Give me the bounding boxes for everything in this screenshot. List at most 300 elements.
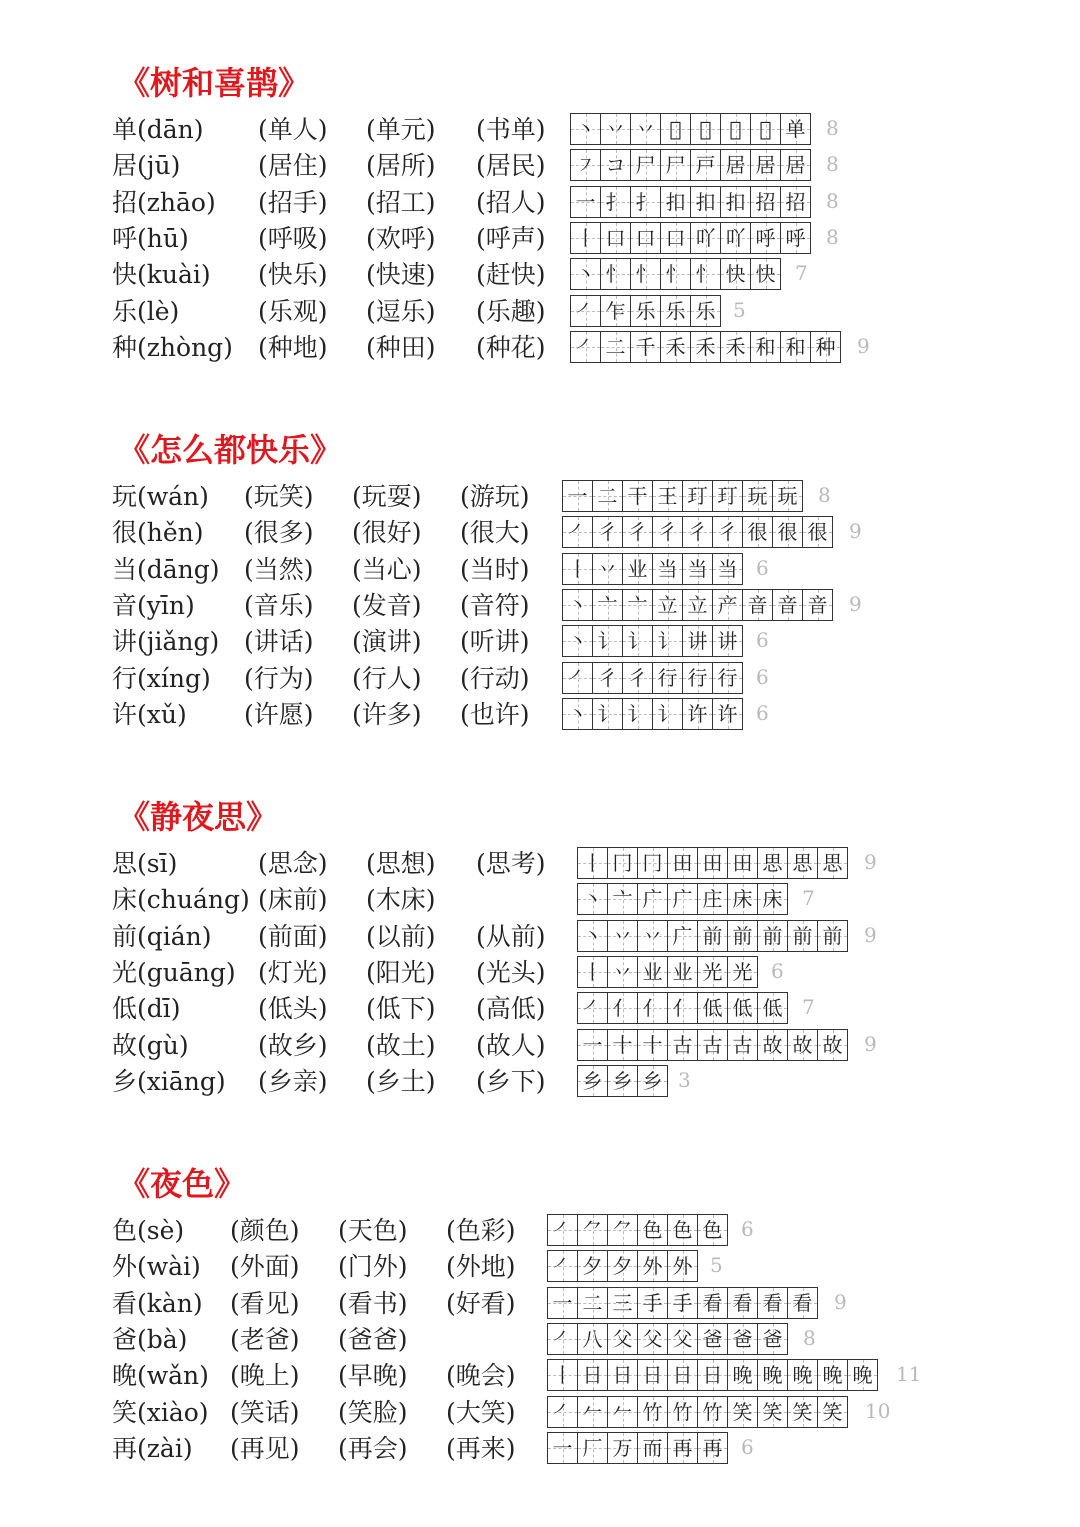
stroke-box [631,259,661,289]
character-pinyin: 种(zhòng) [112,332,233,362]
stroke-step: 丶 [575,117,596,141]
stroke-step: 二 [605,334,626,359]
stroke-step: 忄 [635,262,656,287]
character-pinyin: 招(zhāo) [112,187,216,217]
stroke-box [691,223,721,253]
stroke-step: 外 [672,1254,693,1279]
stroke-box [683,590,713,620]
stroke-step: 田 [702,851,723,875]
character-pinyin: 看(kàn) [112,1288,203,1318]
stroke-box [698,1324,728,1354]
stroke-step: 笑 [792,1399,813,1424]
stroke-box [668,848,698,878]
stroke-box [743,590,773,620]
stroke-box [608,1433,638,1463]
stroke-box [743,481,773,511]
vocab-row [0,294,1080,330]
stroke-box [563,626,593,656]
stroke-step: ⺈ [582,1218,603,1242]
stroke-box [668,1215,698,1245]
word-example: (行动) [460,663,530,693]
stroke-step: 而 [642,1435,663,1460]
stroke-count: 3 [678,1067,691,1092]
stroke-step: 丨 [575,225,596,250]
stroke-box [623,699,653,729]
stroke-step: 音 [807,592,828,617]
vocab-row [0,846,1080,882]
stroke-count: 8 [826,116,839,140]
stroke-step: 乡 [642,1068,663,1093]
word-example: (外面) [230,1252,300,1282]
word-example: (快速) [366,260,436,290]
stroke-step: 光 [732,959,753,984]
stroke-box [623,663,653,693]
vocab-row [0,1358,1080,1394]
word-example: (思想) [366,849,436,878]
stroke-step: 招 [785,189,806,214]
word-example: (好看) [446,1288,516,1318]
word-example: (许多) [352,699,422,729]
stroke-box [608,1397,638,1427]
stroke-box [623,481,653,511]
stroke-box [691,150,721,180]
stroke-step: 𫝀 [669,117,682,141]
stroke-step: 𠂉 [582,1399,603,1424]
stroke-step: 彳 [687,520,708,545]
word-example: (当心) [352,554,422,584]
vocab-row [0,882,1080,918]
stroke-step: 丷 [605,117,626,141]
stroke-step: 日 [672,1363,693,1388]
word-example: (当然) [244,554,314,584]
stroke-box [683,517,713,547]
vocab-row [0,919,1080,955]
stroke-step: 看 [792,1290,813,1315]
stroke-step: 口 [605,225,626,250]
stroke-step: ㇒ [567,665,588,690]
stroke-step: 忄 [695,262,716,287]
word-example: (欢呼) [366,223,436,253]
stroke-box [638,1288,668,1318]
stroke-step: 玩 [777,484,798,508]
stroke-count: 6 [741,1217,754,1241]
stroke-step: ⺈ [612,1218,633,1242]
stroke-order-grid [562,662,743,694]
stroke-step: ㇒ [575,334,596,359]
stroke-box [563,554,593,584]
stroke-order-grid [547,1250,698,1282]
word-example: (单人) [258,115,328,144]
vocab-row [0,697,1080,733]
stroke-step: 丶 [567,701,588,726]
stroke-box [638,848,668,878]
stroke-box [691,114,721,144]
stroke-box [593,517,623,547]
stroke-box [803,590,833,620]
stroke-box [683,554,713,584]
stroke-step: 父 [672,1326,693,1351]
vocab-row [0,1395,1080,1431]
stroke-order-grid [547,1214,728,1246]
stroke-step: 前 [732,923,753,948]
stroke-step: 业 [627,556,648,581]
stroke-step: 和 [785,334,806,359]
word-example: (种地) [258,332,328,362]
stroke-step: 吖 [695,225,716,250]
character-pinyin: 乐(lè) [112,296,180,326]
stroke-step: 前 [702,923,723,948]
stroke-count: 8 [803,1325,816,1350]
stroke-step: 彳 [717,520,738,545]
stroke-box [668,1251,698,1281]
vocab-row [0,515,1080,551]
stroke-step: 𫝀 [759,117,772,141]
stroke-box [758,993,788,1023]
word-example: (书单) [476,115,546,144]
word-example: (乐观) [258,296,328,326]
stroke-box [608,1066,638,1096]
stroke-step: 忄 [665,262,686,287]
word-example: (乡亲) [258,1066,328,1096]
word-example: (居所) [366,151,436,181]
stroke-box [608,1288,638,1318]
stroke-box [578,1360,608,1390]
stroke-box [601,223,631,253]
stroke-box [683,663,713,693]
word-example: (天色) [338,1216,408,1245]
stroke-order-grid [577,956,758,988]
stroke-box [698,1360,728,1390]
stroke-step: 十 [642,1032,663,1057]
stroke-step: 广 [642,887,663,912]
stroke-count: 9 [864,1031,877,1056]
stroke-step: 低 [762,996,783,1021]
stroke-count: 6 [756,700,769,725]
stroke-order-grid [562,553,743,585]
stroke-box [698,921,728,951]
stroke-box [751,187,781,217]
word-example: (很好) [352,518,422,548]
stroke-box [571,332,601,362]
stroke-box [818,1397,848,1427]
stroke-step: 许 [687,701,708,726]
stroke-step: 禾 [695,334,716,359]
stroke-box [713,481,743,511]
stroke-step: 丶 [575,262,596,287]
stroke-box [653,481,683,511]
word-example: (许愿) [244,699,314,729]
character-pinyin: 玩(wán) [112,482,209,511]
word-example: (从前) [476,921,546,951]
stroke-step: 和 [755,334,776,359]
stroke-count: 5 [733,297,746,322]
character-pinyin: 讲(jiǎng) [112,627,220,657]
word-example: (招手) [258,187,328,217]
character-pinyin: 呼(hū) [112,223,189,253]
stroke-step: ㇒ [567,520,588,545]
stroke-step: 冂 [642,851,663,875]
stroke-box [578,1215,608,1245]
word-example: (灯光) [258,957,328,987]
stroke-step: 夕 [612,1254,633,1279]
stroke-step: 彳 [597,520,618,545]
stroke-step: 干 [627,484,648,508]
stroke-order-grid [562,480,803,512]
stroke-step: 色 [642,1218,663,1242]
stroke-step: 故 [822,1032,843,1057]
stroke-box [691,332,721,362]
stroke-box [548,1251,578,1281]
stroke-step: 日 [642,1363,663,1388]
word-example: (再见) [230,1433,300,1463]
character-pinyin: 乡(xiāng) [112,1066,226,1096]
lesson-title: 《怎么都快乐》 [118,431,343,469]
stroke-box [773,517,803,547]
character-pinyin: 色(sè) [112,1216,185,1245]
stroke-step: 看 [762,1290,783,1315]
stroke-order-grid [577,883,788,915]
character-pinyin: 光(guāng) [112,957,236,987]
stroke-order-grid [562,589,833,621]
stroke-box [601,187,631,217]
stroke-step: 口 [665,225,686,250]
stroke-order-grid [577,992,788,1024]
stroke-step: 很 [807,520,828,545]
word-example: (外地) [446,1252,516,1282]
stroke-box [578,1324,608,1354]
stroke-box [578,1030,608,1060]
stroke-box [721,187,751,217]
stroke-box [728,848,758,878]
stroke-box [608,1030,638,1060]
stroke-step: 尸 [635,153,656,178]
stroke-step: 居 [725,153,746,178]
stroke-order-grid [562,516,833,548]
stroke-step: 前 [822,923,843,948]
stroke-step: 当 [717,556,738,581]
stroke-step: 日 [612,1363,633,1388]
stroke-step: ㇒ [575,298,596,323]
vocab-row [0,479,1080,515]
stroke-box [631,296,661,326]
stroke-step: 忄 [605,262,626,287]
stroke-box [631,332,661,362]
vocab-row [0,221,1080,257]
stroke-box [743,517,773,547]
stroke-box [608,884,638,914]
word-example: (颜色) [230,1216,300,1245]
stroke-box [721,332,751,362]
word-example: (思念) [258,849,328,878]
stroke-box [623,590,653,620]
stroke-box [578,1066,608,1096]
stroke-step: 音 [747,592,768,617]
stroke-step: 招 [755,189,776,214]
stroke-step: 竹 [702,1399,723,1424]
stroke-step: 禾 [725,334,746,359]
character-pinyin: 当(dāng) [112,554,220,584]
vocab-row [0,991,1080,1027]
stroke-box [661,187,691,217]
stroke-box [698,1288,728,1318]
stroke-step: 丶 [567,629,588,654]
stroke-step: 前 [762,923,783,948]
stroke-box [803,517,833,547]
stroke-step: 一 [575,189,596,214]
character-pinyin: 居(jū) [112,151,181,181]
stroke-box [631,114,661,144]
stroke-box [578,993,608,1023]
stroke-count: 6 [771,958,784,983]
stroke-box [751,259,781,289]
stroke-box [631,187,661,217]
word-example: (招工) [366,187,436,217]
word-example: (乡下) [476,1066,546,1096]
stroke-box [571,114,601,144]
lesson-title: 《夜色》 [118,1165,247,1203]
stroke-step: 快 [755,262,776,287]
stroke-box [638,1066,668,1096]
stroke-step: 立 [687,592,708,617]
word-example: (晚上) [230,1361,300,1391]
stroke-order-grid [570,258,781,290]
stroke-step: 晚 [732,1363,753,1388]
stroke-step: 父 [612,1326,633,1351]
stroke-step: 快 [725,262,746,287]
word-example: (门外) [338,1252,408,1282]
stroke-step: 禾 [665,334,686,359]
stroke-box [563,481,593,511]
stroke-box [781,187,811,217]
stroke-step: 口 [635,225,656,250]
stroke-step: 二 [582,1290,603,1315]
character-pinyin: 外(wài) [112,1252,201,1282]
stroke-box [728,1030,758,1060]
stroke-step: 丶 [582,887,603,912]
character-pinyin: 音(yīn) [112,590,195,620]
stroke-box [818,1360,848,1390]
stroke-step: 乐 [635,298,656,323]
stroke-order-grid [570,331,841,363]
word-example: (种田) [366,332,436,362]
stroke-box [563,517,593,547]
stroke-step: 乍 [605,298,626,323]
stroke-box [698,1397,728,1427]
stroke-box [601,332,631,362]
stroke-step: 笑 [732,1399,753,1424]
vocab-row [0,148,1080,184]
character-pinyin: 很(hěn) [112,518,204,548]
stroke-box [623,554,653,584]
stroke-box [601,150,631,180]
stroke-order-grid [570,222,811,254]
character-pinyin: 低(dī) [112,994,181,1024]
word-example: (故土) [366,1030,436,1060]
stroke-box [848,1360,878,1390]
stroke-step: 看 [702,1290,723,1315]
stroke-step: 低 [702,996,723,1021]
stroke-box [728,921,758,951]
stroke-step: 产 [717,592,738,617]
stroke-box [683,626,713,656]
stroke-box [661,114,691,144]
stroke-step: 行 [717,665,738,690]
stroke-box [818,1030,848,1060]
stroke-step: 田 [732,851,753,875]
stroke-box [593,554,623,584]
stroke-count: 6 [756,628,769,653]
stroke-box [608,993,638,1023]
stroke-box [638,1215,668,1245]
stroke-box [728,1397,758,1427]
stroke-step: 千 [635,334,656,359]
stroke-box [698,1215,728,1245]
stroke-box [698,884,728,914]
stroke-step: 夕 [582,1254,603,1279]
stroke-box [728,993,758,1023]
stroke-box [653,626,683,656]
character-pinyin: 爸(bà) [112,1324,188,1354]
stroke-box [608,1360,638,1390]
vocab-row [0,624,1080,660]
stroke-box [728,884,758,914]
stroke-box [721,259,751,289]
stroke-step: 讠 [657,629,678,654]
stroke-count: 9 [849,591,862,616]
character-pinyin: 快(kuài) [112,260,211,290]
stroke-step: 古 [732,1032,753,1057]
stroke-box [638,1360,668,1390]
stroke-step: 业 [642,959,663,984]
stroke-step: 八 [582,1326,603,1351]
stroke-count: 11 [896,1362,922,1387]
stroke-box [788,921,818,951]
stroke-count: 8 [826,152,839,177]
word-example: (爸爸) [338,1324,408,1354]
word-example: (前面) [258,921,328,951]
stroke-box [758,848,788,878]
stroke-step: 彳 [627,665,648,690]
stroke-step: 讠 [627,629,648,654]
stroke-order-grid [547,1359,878,1391]
stroke-box [653,517,683,547]
stroke-step: 父 [642,1326,663,1351]
stroke-box [593,481,623,511]
word-example: (低下) [366,994,436,1024]
stroke-box [593,626,623,656]
word-example: (大笑) [446,1397,516,1427]
stroke-step: ㇒ [552,1254,573,1279]
word-example: (光头) [476,957,546,987]
stroke-step: 笑 [762,1399,783,1424]
stroke-box [638,921,668,951]
stroke-step: 亻 [642,996,663,1021]
stroke-step: 讲 [687,629,708,654]
vocab-row [0,955,1080,991]
stroke-order-grid [547,1287,818,1319]
stroke-order-grid [577,1029,848,1061]
vocab-row [0,588,1080,624]
stroke-box [691,296,721,326]
word-example: (高低) [476,994,546,1024]
word-example: (以前) [366,921,436,951]
stroke-box [713,517,743,547]
stroke-count: 9 [834,1289,847,1314]
stroke-box [698,848,728,878]
vocab-row [0,1213,1080,1249]
stroke-step: 彳 [657,520,678,545]
stroke-box [751,114,781,144]
